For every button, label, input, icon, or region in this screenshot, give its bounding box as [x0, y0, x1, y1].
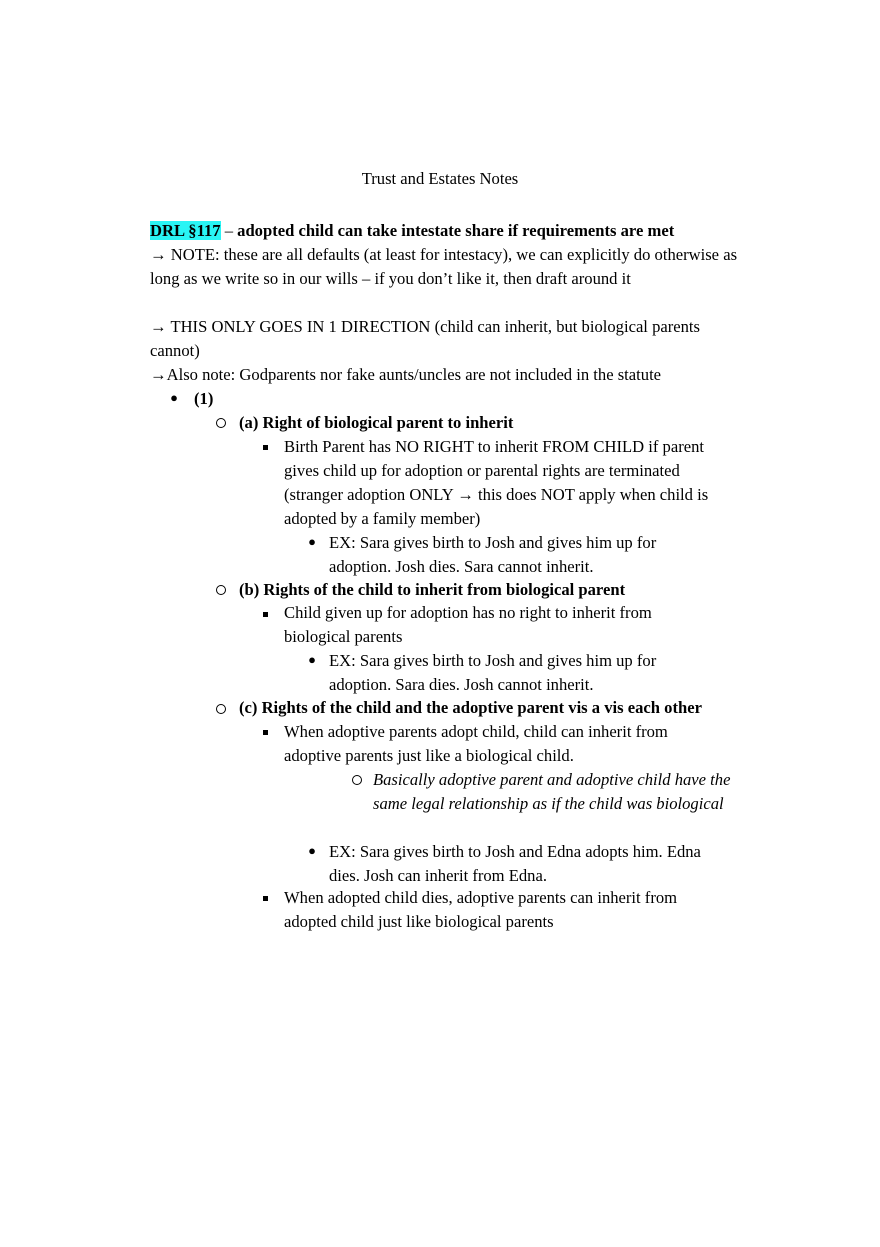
statute-code: DRL §117: [150, 221, 221, 240]
section-label: (1): [194, 389, 214, 408]
circle-bullet: [216, 704, 226, 714]
square-bullet: [263, 896, 268, 901]
bullet-dot: ●: [308, 843, 316, 858]
bullet-dot: ●: [170, 390, 178, 405]
subsection-c-rule2: When adopted child dies, adoptive parents can inherit from adopted child just like biological parents: [284, 888, 678, 931]
circle-bullet: [352, 775, 362, 785]
circle-bullet: [216, 418, 226, 428]
subsection-c-rule1: When adoptive parents adopt child, child can inherit from adoptive parents just like a biological child.: [284, 722, 668, 765]
bullet-dot: ●: [308, 534, 316, 549]
heading-dash: –: [220, 221, 238, 240]
square-bullet: [263, 612, 268, 617]
note-defaults: → NOTE: these are all defaults (at least for intestacy), we can explicitly do otherwise as long as we write so in our wills – if you don’t like it, then draft around it: [150, 245, 738, 288]
subsection-b-example: EX: Sara gives birth to Josh and gives him up for adoption. Sara dies. Josh cannot inherit.: [329, 651, 657, 694]
subsection-a-rule: Birth Parent has NO RIGHT to inherit FROM CHILD if parent gives child up for adoption or parental rights are terminated (stranger adoption ONLY → this does NOT apply when child is adopted by a family member): [284, 437, 709, 528]
note-godparents: →Also note: Godparents nor fake aunts/uncles are not included in the statute: [150, 365, 662, 384]
statute-heading: [150, 219, 740, 243]
note-direction: → THIS ONLY GOES IN 1 DIRECTION (child can inherit, but biological parents cannot): [150, 317, 700, 360]
subsection-c-title: (c) Rights of the child and the adoptive parent vis a vis each other: [239, 698, 702, 717]
subsection-a-example: EX: Sara gives birth to Josh and gives him up for adoption. Josh dies. Sara cannot inherit.: [329, 533, 657, 576]
subsection-c-example: EX: Sara gives birth to Josh and Edna adopts him. Edna dies. Josh can inherit from Edna.: [329, 842, 701, 885]
subsection-a-title: (a) Right of biological parent to inherit: [239, 413, 514, 432]
bullet-dot: ●: [308, 652, 316, 667]
square-bullet: [263, 445, 268, 450]
circle-bullet: [216, 585, 226, 595]
subsection-b-rule: Child given up for adoption has no right to inherit from biological parents: [284, 603, 652, 646]
subsection-b-title: (b) Rights of the child to inherit from biological parent: [239, 580, 626, 599]
subsection-c-note: Basically adoptive parent and adoptive child have the same legal relationship as if the child was biological: [373, 770, 731, 813]
page-title: Trust and Estates Notes: [361, 169, 519, 188]
heading-text: adopted child can take intestate share if requirements are met: [237, 221, 675, 240]
square-bullet: [263, 730, 268, 735]
